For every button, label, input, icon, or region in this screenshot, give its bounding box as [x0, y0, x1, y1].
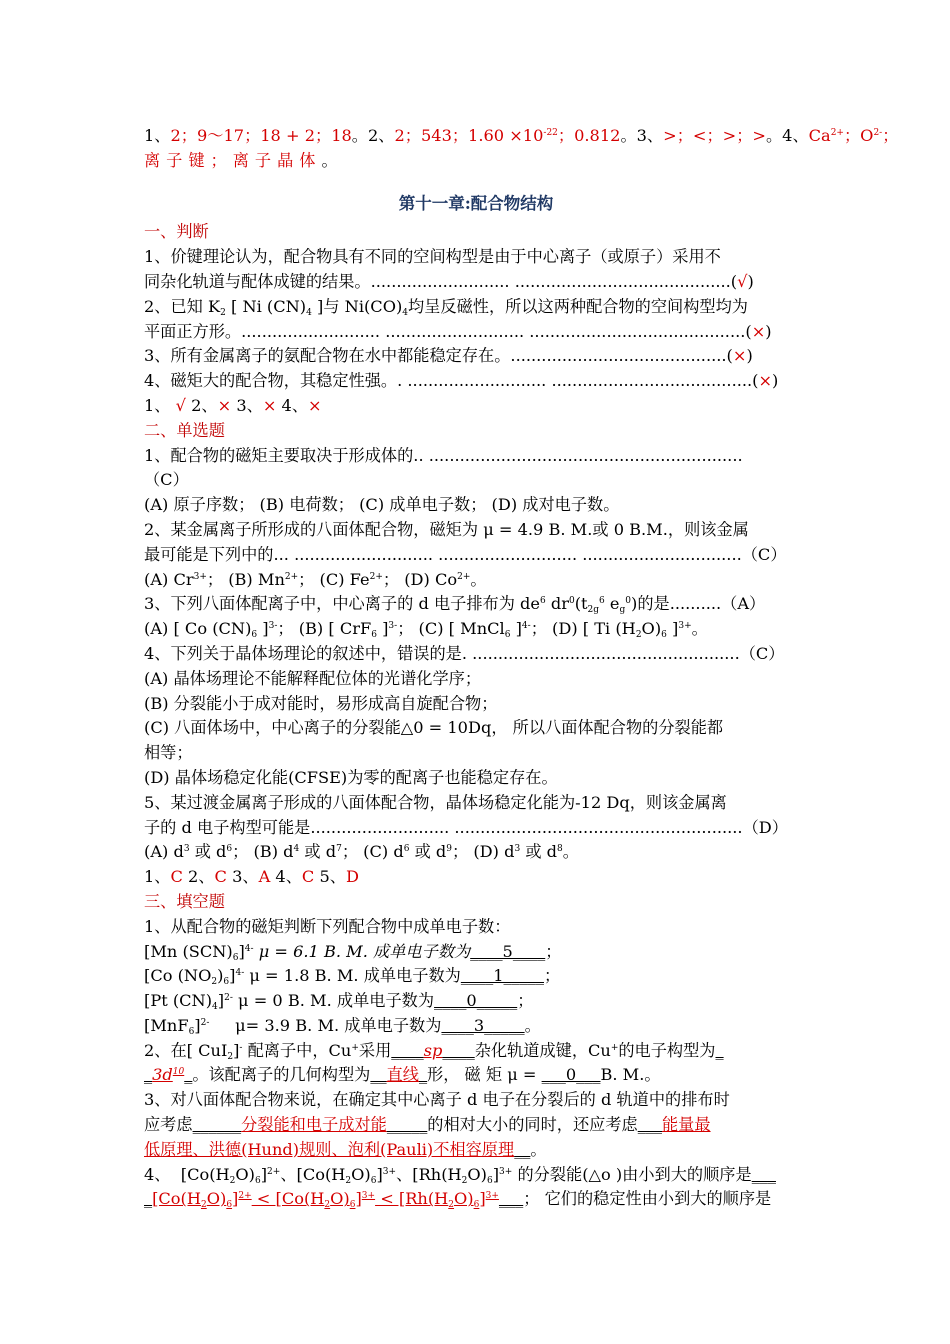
question-line: 1、配合物的磁矩主要取决于形成体的.. ............................................................. — [144, 445, 743, 465]
answer-line: 离子键；离子晶体。 — [144, 150, 338, 170]
question-line: 4、磁矩大的配合物，其稳定性强。. ........................... .......................................(×) — [144, 371, 779, 391]
option-line: (C) 八面体场中，中心离子的分裂能△0 = 10Dq， 所以八面体配合物的分裂能都 — [144, 718, 724, 738]
question-line: 3、下列八面体配离子中，中心离子的 d 电子排布为 $de^6$ $dr^0(t_{2g}^6$ $e_g^0$)的是..........（A） — [144, 594, 766, 616]
question-line: 3、对八面体配合物来说，在确定其中心离子 d 电子在分裂后的 d 轨道中的排布时 — [144, 1090, 730, 1110]
answer-line: 1、 √ 2、× 3、× 4、× — [144, 395, 322, 415]
fill-line: 应考虑______分裂能和电子成对能_____的相对大小的同时，还应考虑___能量最 — [144, 1115, 711, 1135]
chapter-title: 第十一章:配合物结构 — [398, 193, 554, 213]
section-heading: 三、填空题 — [144, 891, 225, 911]
question-line: 3、所有金属离子的氨配合物在水中都能稳定存在。..........................................(×) — [144, 346, 753, 366]
answer-line: 1、2；9～17；18 + 2；18。2、2；543；$1.60 \times 10^{-22}$；0.812。3、>；<；>；>。4、$Ca^{2+}$；$O^{2-}$； — [144, 126, 899, 145]
question-line: （C） — [144, 470, 189, 490]
question-line: 4、下列关于晶体场理论的叙述中，错误的是. ....................................................（C） — [144, 643, 785, 663]
fill-line: $\_[Co(H_2O)_6]^{2+} < [Co(H_2O)_6]^{3+}$ < $[Rh(H_2O)_6]^{3+}\_\_\_$； 它们的稳定性由小到大的顺序是 — [144, 1189, 772, 1211]
fill-line: 2、在[ CuI$_2$]- 配离子中，Cu+采用____sp____杂化轨道成键，Cu+的电子构型为_ — [144, 1040, 724, 1062]
question-line: 同杂化轨道与配体成键的结果。........................... ..........................................(√) — [144, 271, 754, 291]
fill-line: [Co $(NO_2)_6]^{4-}$ μ = 1.8 B. M. 成单电子数为____1_____； — [144, 966, 561, 988]
option-line: (B) 分裂能小于成对能时，易形成高自旋配合物； — [144, 693, 498, 713]
question-line: 1、从配合物的磁矩判断下列配合物中成单电子数： — [144, 916, 511, 936]
fill-line: [Pt $(CN)_4]^{2-}$ μ = 0 B. M. 成单电子数为____0_____； — [144, 991, 534, 1013]
question-line: 子的 d 电子构型可能是........................... ........................................................（D） — [144, 817, 788, 837]
fill-line: $\_3d^{10}\_$。该配离子的几何构型为__直线_形， 磁 矩 μ = ___0___B. M.。 — [144, 1065, 661, 1085]
fill-line: 低原理、洪德(Hund)规则、泡利(Pauli)不相容原理__。 — [144, 1139, 547, 1159]
answer-line: 1、C 2、C 3、A 4、C 5、D — [144, 867, 359, 887]
question-line: 最可能是下列中的... ........................... ........................... ...............................（C） — [144, 544, 787, 564]
document-page — [144, 124, 899, 1212]
options-line: (A) 原子序数； (B) 电荷数； (C) 成单电子数； (D) 成对电子数。 — [144, 495, 620, 515]
question-line: 1、价键理论认为，配合物具有不同的空间构型是由于中心离子（或原子）采用不 — [144, 247, 721, 267]
question-line: 2、已知 $K_2$ [ Ni $(CN)_4$ ]与 $Ni(CO)_4$均呈反磁性，所以这两种配合物的空间构型均为 — [144, 296, 748, 318]
options-line: (A) [ Co $(CN)_6$ ]$^{3-}$； (B) [ CrF$_6$ ]$^{3-}$； (C) [ MnCl$_6$ ]$^{4-}$； (D) [ Ti $(H_2O)_6$ ]$^{3+}$。 — [144, 619, 708, 641]
question-line: 5、某过渡金属离子形成的八面体配合物，晶体场稳定化能为-12 Dq，则该金属离 — [144, 792, 727, 812]
fill-line: 4、 $[Co(H_2O)_6]^{2+}$、$[Co(H_2O)_6]^{3+}$、$[Rh(H_2O)_6]^{3+}$ 的分裂能(△o )由小到大的顺序是___ — [144, 1164, 776, 1186]
option-line: (D) 晶体场稳定化能(CFSE)为零的配离子也能稳定存在。 — [144, 767, 558, 787]
section-heading: 二、单选题 — [144, 420, 225, 440]
options-line: (A) $d^3$ 或 $d^6$； (B) $d^4$ 或 $d^7$； (C) $d^6$ 或 $d^9$； (D) $d^3$ 或 $d^8$。 — [144, 842, 579, 862]
question-line: 平面正方形。........................... ........................... ..........................................(×) — [144, 321, 772, 341]
option-line: 相等； — [144, 743, 193, 763]
section-heading: 一、判断 — [144, 222, 209, 242]
question-line: 2、某金属离子所形成的八面体配合物，磁矩为 μ = 4.9 B. M.或 0 B.M.，则该金属 — [144, 519, 749, 539]
fill-line: [Mn $(SCN)_6]^{4-}$ μ = 6.1 B. M. 成单电子数为____5____； — [144, 941, 562, 963]
fill-line: $[MnF_6]^{2-}$ μ= 3.9 B. M. 成单电子数为____3_____。 — [144, 1015, 541, 1037]
option-line: (A) 晶体场理论不能解释配位体的光谱化学序； — [144, 668, 482, 688]
options-line: (A) $Cr^{3+}$； (B) $Mn^{2+}$； (C) $Fe^{2+}$； (D) $Co^{2+}$。 — [144, 569, 487, 589]
